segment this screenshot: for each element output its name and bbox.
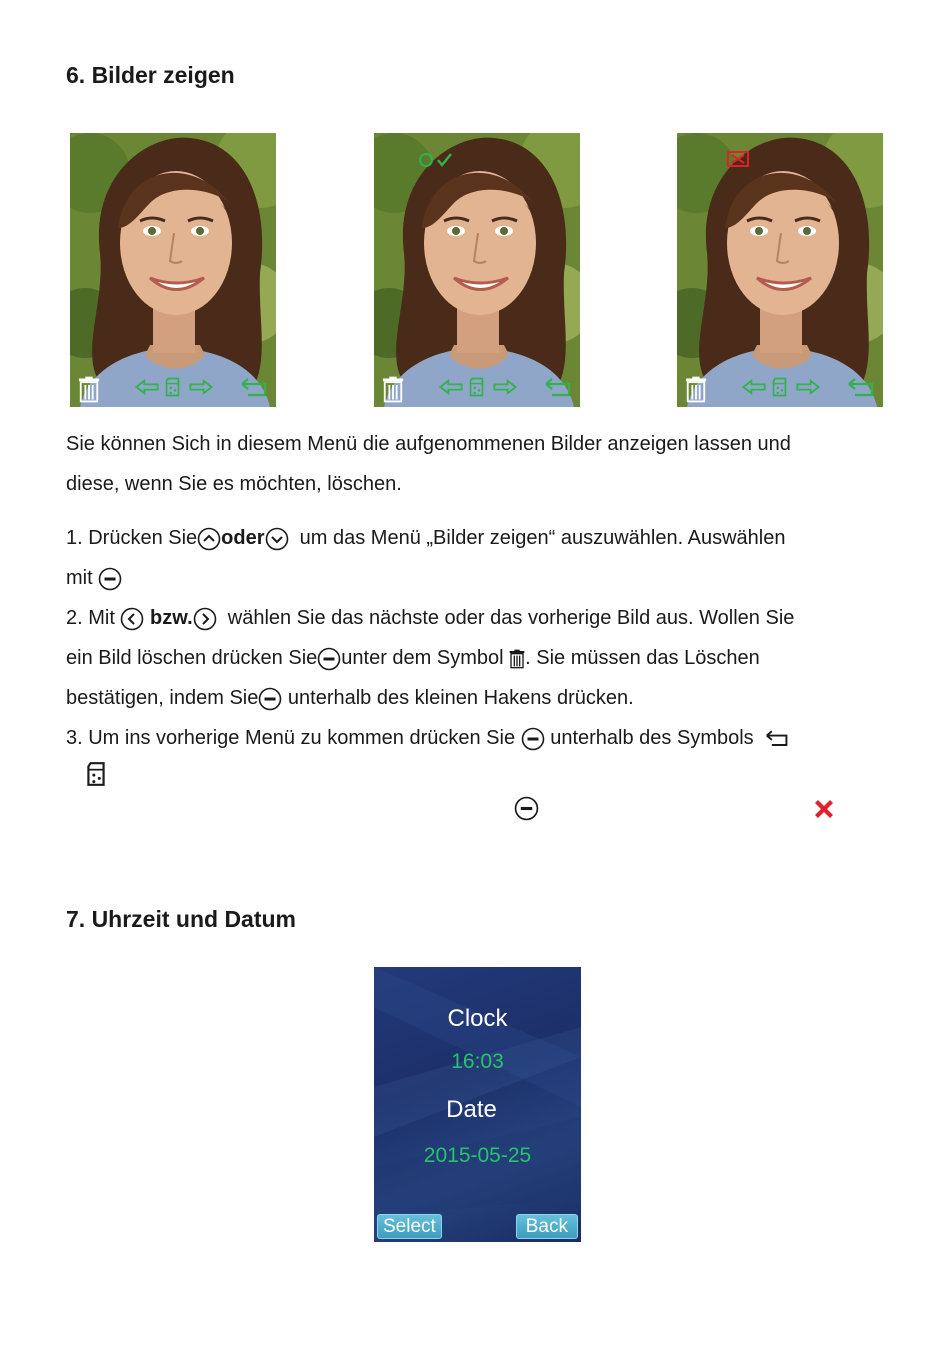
down-button-icon	[265, 527, 289, 551]
section-heading-bilder-zeigen: 6. Bilder zeigen	[66, 62, 235, 88]
right-button-icon	[193, 607, 217, 631]
arrow-left-icon	[134, 379, 160, 395]
instruction-list	[66, 518, 906, 758]
delete-x-icon	[727, 151, 749, 167]
photo-preview-2	[374, 133, 580, 407]
trash-icon	[78, 376, 100, 403]
return-icon	[544, 378, 572, 398]
step-2-line-3: bestätigen, indem Sie unterhalb des kleinen Hakens drücken.	[66, 687, 634, 709]
sd-card-icon	[771, 376, 788, 398]
step-1-line-2: mit	[66, 558, 906, 598]
select-button-icon	[521, 727, 545, 751]
step-2-line-2: ein Bild löschen drücken Sie unter dem Symbol . Sie müssen das Löschen	[66, 647, 760, 669]
select-button-icon	[98, 567, 122, 591]
left-button-icon	[120, 607, 144, 631]
select-button[interactable]: Select	[377, 1214, 442, 1239]
section-heading-uhrzeit-datum: 7. Uhrzeit und Datum	[66, 906, 297, 932]
trash-icon	[382, 376, 404, 403]
arrow-left-icon	[438, 379, 464, 395]
arrow-right-icon	[795, 379, 821, 395]
sd-card-icon	[164, 376, 181, 398]
date-value[interactable]: 2015-05-25	[423, 1144, 532, 1167]
date-label: Date	[446, 1096, 497, 1123]
step-2-line-1: 2. Mit bzw. wählen Sie das nächste oder das vorherige Bild aus. Wollen Sie	[66, 607, 795, 629]
confirm-check-icon	[418, 151, 454, 169]
photo-preview-1	[70, 133, 276, 407]
back-button[interactable]: Back	[516, 1214, 578, 1239]
step-3-line-1: 3. Um ins vorherige Menü zu kommen drücken Sie unterhalb des Symbols	[66, 718, 906, 758]
intro-line-1: Sie können Sich in diesem Menü die aufgenommenen Bilder anzeigen lassen und	[66, 433, 791, 455]
trash-icon	[509, 649, 525, 669]
sd-card-icon	[85, 761, 107, 787]
intro-line-2: diese, wenn Sie es möchten, löschen.	[66, 473, 402, 495]
return-icon	[847, 378, 875, 398]
select-button-icon	[258, 687, 282, 711]
select-button-icon	[514, 796, 539, 821]
up-button-icon	[197, 527, 221, 551]
return-icon	[240, 378, 268, 398]
step-1-line-1: 1. Drücken Sie oder um das Menü „Bilder zeigen“ auszuwählen. Auswählen	[66, 527, 786, 549]
return-icon	[765, 730, 789, 748]
arrow-left-icon	[741, 379, 767, 395]
clock-settings-screen	[374, 967, 581, 1242]
sd-card-icon	[468, 376, 485, 398]
select-button-icon	[317, 647, 341, 671]
red-cross-icon	[812, 797, 836, 821]
photo-preview-3	[677, 133, 883, 407]
clock-label: Clock	[447, 1005, 508, 1032]
arrow-right-icon	[188, 379, 214, 395]
intro-paragraph	[66, 424, 896, 504]
trash-icon	[685, 376, 707, 403]
arrow-right-icon	[492, 379, 518, 395]
clock-value[interactable]: 16:03	[451, 1050, 504, 1073]
